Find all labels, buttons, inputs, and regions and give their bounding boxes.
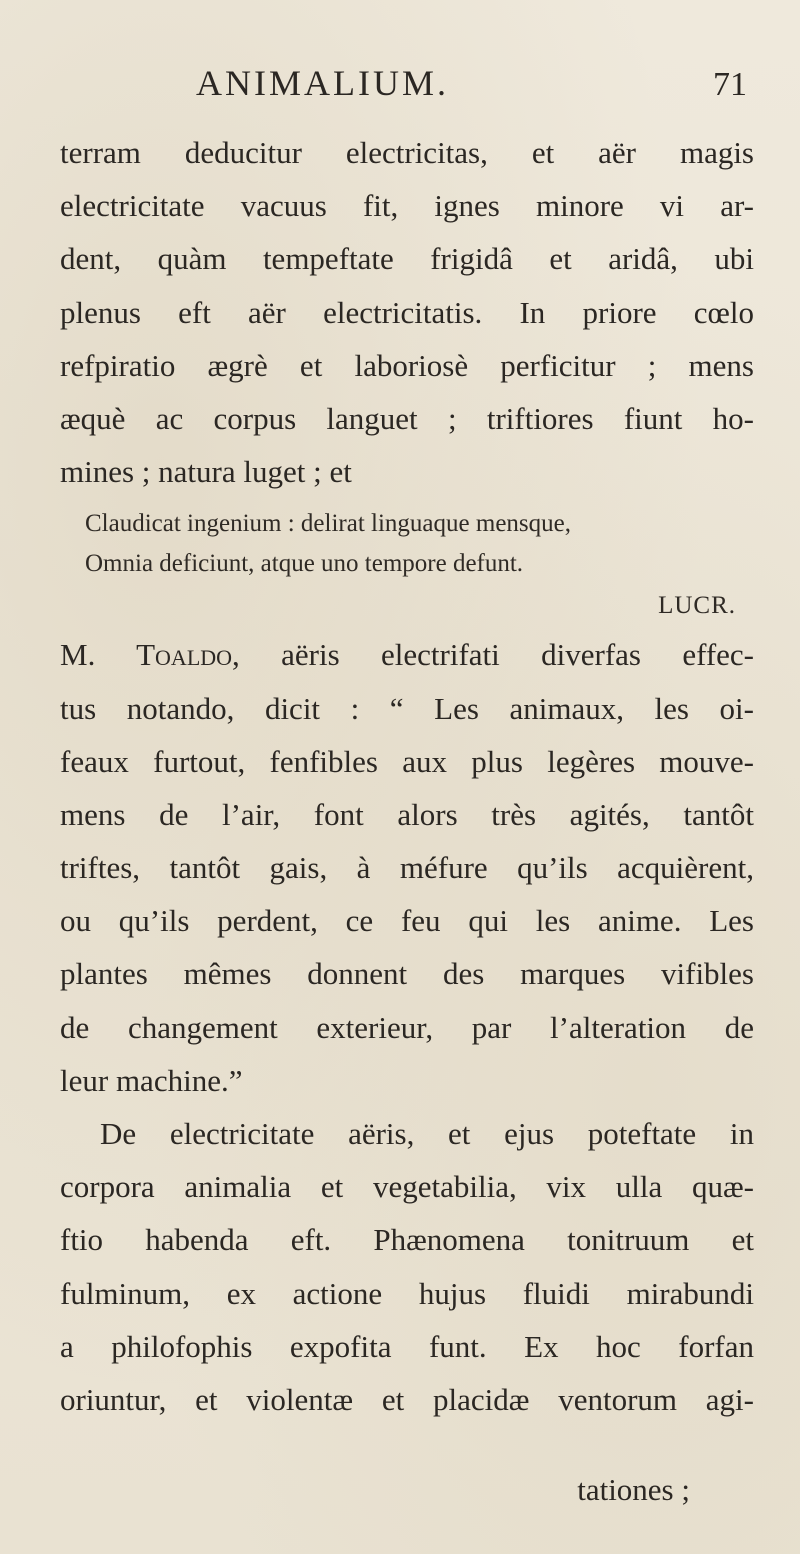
text-line: electricitate vacuus fit, ignes minore vi ar-: [60, 188, 754, 224]
verse-quotation: [60, 498, 754, 628]
text-line: De electricitate aëris, et ejus poteftate in: [100, 1116, 754, 1151]
text-line: terram deducitur electricitas, et aër magis: [60, 135, 754, 170]
paragraph-1: [60, 126, 754, 498]
text-line: ou qu’ils perdent, ce feu qui les anime. Les: [60, 903, 754, 939]
paragraph-3: [60, 1107, 754, 1426]
text-line: a philofophis expofita funt. Ex hoc forfan: [60, 1328, 754, 1364]
text-line: mines ; natura luget ; et: [60, 454, 352, 490]
body-text: [60, 126, 754, 1426]
text-line: mens de l’air, font alors très agités, tantôt: [60, 796, 754, 832]
text-line: plantes mêmes donnent des marques vifibles: [60, 956, 754, 992]
text-line: feaux furtout, fenfibles aux plus legères mouve-: [60, 743, 754, 779]
text-line: corpora animalia et vegetabilia, vix ulla quæ-: [60, 1169, 754, 1205]
running-title: ANIMALIUM.: [196, 63, 449, 103]
text-line: plenus eft aër electricitatis. In priore cœlo: [60, 294, 754, 330]
verse-line: Omnia deficiunt, atque uno tempore defunt.: [85, 550, 524, 578]
text-line: fulminum, ex actione hujus fluidi mirabundi: [60, 1275, 754, 1311]
catchword: tationes ;: [577, 1472, 690, 1507]
text-line: de changement exterieur, par l’alteration de: [60, 1009, 754, 1045]
text-line: æquè ac corpus languet ; triftiores fiunt ho-: [60, 400, 754, 436]
text-line: oriuntur, et violentæ et placidæ ventorum agi-: [60, 1381, 754, 1417]
page-header: [0, 62, 800, 112]
page-number: 71: [713, 66, 747, 103]
text-line: [60, 628, 754, 681]
text-line: leur machine.”: [60, 1062, 243, 1098]
text-line: ftio habenda eft. Phænomena tonitruum et: [60, 1222, 754, 1258]
text-fragment: , aëris electrifati diverfas effec-: [232, 637, 755, 673]
text-line: triftes, tantôt gais, à méfure qu’ils acquièrent,: [60, 850, 754, 886]
paragraph-2: [60, 628, 754, 1107]
text-line: dent, quàm tempeftate frigidâ et aridâ, ubi: [60, 241, 754, 277]
text-line: refpiratio ægrè et laboriosè perficitur ; mens: [60, 347, 754, 383]
author-name: M. Toaldo: [60, 637, 233, 673]
text-line: tus notando, dicit : “ Les animaux, les oi-: [60, 690, 754, 726]
verse-line: Claudicat ingenium : delirat linguaque mensque,: [85, 510, 571, 538]
verse-citation: LUCR.: [658, 592, 736, 620]
